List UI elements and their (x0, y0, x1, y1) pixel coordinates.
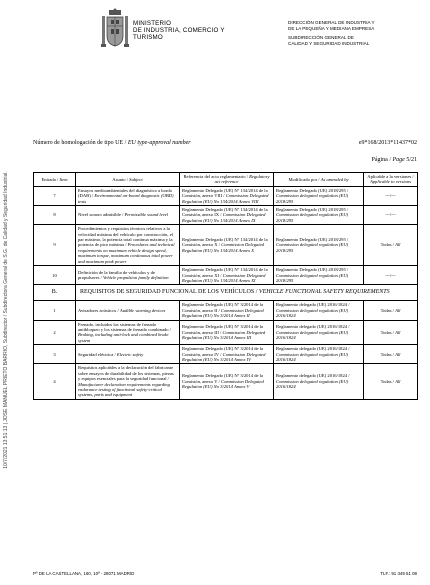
row-amended: Reglamento Delegado (UE) 2018/295 / Commission delegated regulation (EU) 2018/295 (274, 186, 364, 205)
table-row (34, 225, 418, 266)
row-reference: Reglamento Delegado (UE) Nº 134/2014 de la Comisión, anexo VIII / Commission Delegated Regulation (EU) No 134/2014 Annex VIII (180, 186, 274, 205)
row-entry: 1 (34, 301, 76, 320)
table-row (34, 266, 418, 285)
row-amended: Reglamento delegado (UE) 2016/1824 / Commission delegated regulation (EU) 2016/1824 (274, 364, 364, 399)
coat-of-arms-icon (100, 8, 130, 52)
row-entry: 9 (34, 225, 76, 266)
requirements-table (33, 172, 418, 400)
row-amended: Reglamento delegado (UE) 2016/1824 / Commission delegated regulation (EU) 2016/1824 (274, 320, 364, 345)
page-label-en: Page (392, 157, 405, 163)
header-amended: Modificado por / As amended by (274, 173, 364, 187)
row-reference: Reglamento Delegado (UE) Nº 3/2014 de la Comisión, anexo II / Commission Delegated Regulation (EU) No 3/2014 Annex II (180, 301, 274, 320)
row-amended: Reglamento delegado (UE) 2016/1824 / Commission delegated regulation (EU) 2016/1824 (274, 345, 364, 364)
row-subject: Frenado, incluidos los sistemas de frenado antibloqueo y los sistemas de frenado combinado / Braking, including anti-lock and combined brake system (76, 320, 180, 345)
table-row (34, 206, 418, 225)
row-applicable: Todas / All (364, 225, 418, 266)
header-subject: Asunto / Subject (76, 173, 180, 187)
row-subject: Seguridad eléctrica / Electric safety (76, 345, 180, 364)
row-subject: Requisitos aplicables a la declaración del fabricante sobre ensayos de durabilidad de los sistemas, piezas y equipos esenciales para la seguridad funcional / Manufacturer declaration requirements regarding endurance testing of functional safety-critical systems, parts and equipment (76, 364, 180, 399)
table-row (34, 345, 418, 364)
table-row (34, 301, 418, 320)
footer-address: Pº DE LA CASTELLANA, 160, 10ª - 28071 MADRID (33, 571, 135, 576)
section-heading-row (34, 285, 418, 301)
row-applicable: ---/--- (364, 186, 418, 205)
row-entry: 8 (34, 206, 76, 225)
row-reference: Reglamento Delegado (UE) Nº 3/2014 de la Comisión, anexo III / Commission Delegated Regulation (EU) No 3/2014 Annex III (180, 320, 274, 345)
row-entry: 10 (34, 266, 76, 285)
row-subject: Nivel sonoro admisible / Permissible sound level (76, 206, 180, 225)
homologation-label-en: EU type-approval number (127, 140, 191, 146)
directorate (288, 20, 375, 46)
row-subject: Procedimientos y requisitos técnicos relativos a la velocidad máxima del vehículo por construcción, el par máximo, la potencia total continua máxima y la potencia de pico máxima / Procedures and technical requirements on maximum vehicle design speed, maximum torque, maximum continuous total power and maximum peak power (76, 225, 180, 266)
row-reference: Reglamento Delegado (UE) Nº 134/2014 de la Comisión, anexo XI / Commission Delegated Regulation (EU) No 134/2014 Annex XI (180, 266, 274, 285)
footer (33, 571, 417, 576)
ministry-line: DE INDUSTRIA, COMERCIO Y (133, 27, 225, 34)
header-reference: Referencia del acto reglamentario / Regulatory act reference (180, 173, 274, 187)
row-entry: 7 (34, 186, 76, 205)
row-amended: Reglamento Delegado (UE) 2018/295 / Commission delegated regulation (EU) 2018/295 (274, 225, 364, 266)
row-applicable: Todas / All (364, 364, 418, 399)
signature-sidebar (0, 60, 12, 580)
ministry-line: MINISTERIO (133, 20, 172, 27)
row-entry: 4 (34, 364, 76, 399)
ministry-line: TURISMO (133, 34, 163, 41)
row-subject: Ensayos medioambientales del diagnóstico a bordo (DAB) / Environmental on-board diagnostic (OBD) tests (76, 186, 180, 205)
row-entry: 3 (34, 345, 76, 364)
row-reference: Reglamento Delegado (UE) Nº 3/2014 de la Comisión, anexo V / Commission Delegated Regulation (EU) No 3/2014 Annex V (180, 364, 274, 399)
signature-text: 10/7/2021 13:51:13 | JOSE MANUEL PRIETO BARRIO, Subdirector / Subdirectora General de S.G. de Calidad y Seguridad Industrial. (3, 171, 9, 469)
homologation-line (33, 140, 417, 146)
homologation-number: e9*168/2013*11437*02 (358, 140, 417, 146)
row-amended: Reglamento Delegado (UE) 2018/295 / Commission delegated regulation (EU) 2018/295 (274, 266, 364, 285)
page-value: 5/21 (404, 157, 417, 163)
page-number (372, 157, 418, 163)
row-reference: Reglamento Delegado (UE) Nº 134/2014 de la Comisión, anexo X / Commission Delegated Regulation (EU) No 134/2014 Annex X (180, 225, 274, 266)
row-applicable: Todas / All (364, 320, 418, 345)
subdirectorate-line: SUBDIRECCIÓN GENERAL DE (288, 35, 354, 41)
table-row (34, 364, 418, 399)
directorate-line: DE LA PEQUEÑA Y MEDIANA EMPRESA (288, 25, 375, 31)
row-reference: Reglamento Delegado (UE) Nº 134/2014 de la Comisión, anexo IX / Commission Delegated Regulation (EU) No 134/2014 Annex IX (180, 206, 274, 225)
table-row (34, 320, 418, 345)
row-applicable: ---/--- (364, 266, 418, 285)
row-subject: Definición de la familia de vehículos y de propulsores / Vehicle propulsion family definition (76, 266, 180, 285)
row-applicable: Todas / All (364, 301, 418, 320)
footer-phone: TLF.: 91 349 51 08 (380, 571, 417, 576)
table-row (34, 186, 418, 205)
page-label: Página / (371, 157, 393, 163)
row-reference: Reglamento Delegado (UE) Nº 3/2014 de la Comisión, anexo IV / Commission Delegated Regulation (EU) No 3/2014 Annex IV (180, 345, 274, 364)
header-applicable: Aplicable a la versiones / Applicable to versions (364, 173, 418, 187)
section-title: REQUISITOS DE SEGURIDAD FUNCIONAL DE LOS VEHÍCULOS / VEHICLE FUNCTIONAL SAFETY REQUIREMENTS (76, 285, 418, 301)
header-entry: Entrada / Item (34, 173, 76, 187)
row-subject: Avisadores acústicos / Audible warning devices (76, 301, 180, 320)
homologation-label: Número de homologación de tipo UE / (33, 140, 128, 146)
row-applicable: Todas / All (364, 345, 418, 364)
ministry-name (133, 20, 225, 41)
row-amended: Reglamento delegado (UE) 2016/1824 / Commission delegated regulation (EU) 2016/1824 (274, 301, 364, 320)
table-header-row (34, 173, 418, 187)
row-applicable: ---/--- (364, 206, 418, 225)
row-amended: Reglamento Delegado (UE) 2018/295 / Commission delegated regulation (EU) 2018/295 (274, 206, 364, 225)
letterhead (100, 8, 420, 58)
subdirectorate-line: CALIDAD Y SEGURIDAD INDUSTRIAL (288, 40, 370, 46)
section-letter: B. (34, 285, 76, 301)
row-entry: 2 (34, 320, 76, 345)
directorate-line: DIRECCIÓN GENERAL DE INDUSTRIA Y (288, 20, 375, 25)
